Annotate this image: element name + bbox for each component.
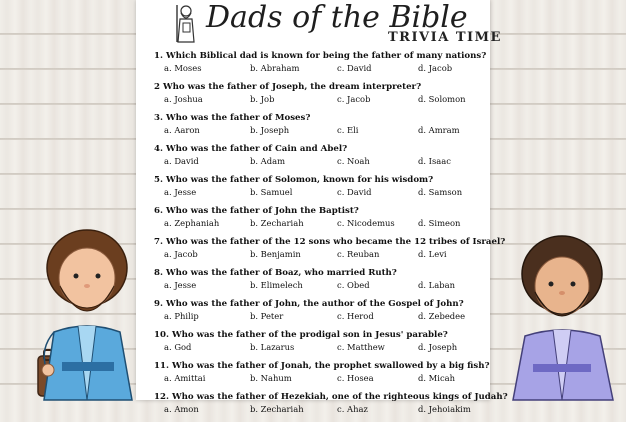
answer-c: c. Jacob: [337, 94, 371, 104]
answer-a: a. Jesse: [164, 280, 197, 290]
question-text: 3. Who was the father of Moses?: [154, 113, 311, 123]
answer-d: d. Simeon: [418, 218, 461, 228]
answer-c: c. Noah: [337, 156, 370, 166]
question-8: [154, 267, 484, 298]
question-12: [154, 391, 508, 422]
question-9: [154, 298, 484, 329]
question-text: 2 Who was the father of Joseph, the dream interpreter?: [154, 82, 422, 92]
answer-d: d. Micah: [418, 373, 456, 383]
answer-d: d. Levi: [418, 249, 447, 259]
page-title: Dads of the Bible: [206, 0, 468, 35]
answer-c: c. Eli: [337, 125, 359, 135]
question-10: [154, 329, 484, 360]
cartoon-father-figure-left: [32, 228, 142, 400]
question-text: 4. Who was the father of Cain and Abel?: [154, 144, 348, 154]
answer-c: c. Herod: [337, 311, 374, 321]
answer-c: c. Reuban: [337, 249, 380, 259]
answer-b: b. Elimelech: [250, 280, 303, 290]
answer-d: d. Zebedee: [418, 311, 466, 321]
answer-b: b. Benjamin: [250, 249, 301, 259]
answer-b: b. Nahum: [250, 373, 292, 383]
question-3: [154, 112, 484, 143]
question-6: [154, 205, 484, 236]
answer-d: d. Jacob: [418, 63, 453, 73]
question-text: 10. Who was the father of the prodigal son in Jesus' parable?: [154, 330, 448, 340]
answer-c: c. Ahaz: [337, 404, 368, 414]
answer-a: a. Zephaniah: [164, 218, 220, 228]
question-4: [154, 143, 484, 174]
question-text: 7. Who was the father of the 12 sons who became the 12 tribes of Israel?: [154, 237, 506, 247]
question-11: [154, 360, 490, 391]
moses-figure-icon: [174, 3, 196, 43]
answer-a: a. Moses: [164, 63, 202, 73]
answer-b: b. Abraham: [250, 63, 300, 73]
answer-a: a. Jesse: [164, 187, 197, 197]
answer-a: a. Philip: [164, 311, 199, 321]
cartoon-father-figure-right: [505, 236, 620, 400]
answer-b: b. Lazarus: [250, 342, 295, 352]
answer-d: d. Isaac: [418, 156, 451, 166]
answer-d: d. Amram: [418, 125, 460, 135]
answer-a: a. God: [164, 342, 192, 352]
answer-d: d. Solomon: [418, 94, 466, 104]
answer-d: d. Laban: [418, 280, 455, 290]
answer-a: a. David: [164, 156, 199, 166]
answer-d: d. Joseph: [418, 342, 458, 352]
question-text: 11. Who was the father of Jonah, the prophet swallowed by a big fish?: [154, 361, 490, 371]
question-5: [154, 174, 484, 205]
answer-c: c. Matthew: [337, 342, 385, 352]
answer-c: c. David: [337, 63, 372, 73]
answer-b: b. Adam: [250, 156, 286, 166]
question-text: 1. Which Biblical dad is known for being the father of many nations?: [154, 51, 487, 61]
answer-c: c. Hosea: [337, 373, 374, 383]
question-list: [154, 50, 508, 422]
answer-c: c. Obed: [337, 280, 370, 290]
page-subtitle: TRIVIA TIME: [388, 30, 502, 45]
question-7: [154, 236, 506, 267]
question-text: 5. Who was the father of Solomon, known for his wisdom?: [154, 175, 434, 185]
answer-b: b. Joseph: [250, 125, 290, 135]
answer-d: d. Jehoiakim: [418, 404, 471, 414]
answer-b: b. Zechariah: [250, 404, 304, 414]
answer-a: a. Aaron: [164, 125, 200, 135]
question-text: 6. Who was the father of John the Baptist?: [154, 206, 359, 216]
answer-a: a. Jacob: [164, 249, 198, 259]
answer-a: a. Amon: [164, 404, 199, 414]
answer-b: b. Job: [250, 94, 275, 104]
answer-d: d. Samson: [418, 187, 463, 197]
question-text: 8. Who was the father of Boaz, who married Ruth?: [154, 268, 397, 278]
answer-a: a. Amittai: [164, 373, 206, 383]
answer-b: b. Peter: [250, 311, 284, 321]
answer-a: a. Joshua: [164, 94, 203, 104]
answer-b: b. Zechariah: [250, 218, 304, 228]
question-1: [154, 50, 487, 81]
question-text: 9. Who was the father of John, the author of the Gospel of John?: [154, 299, 464, 309]
answer-c: c. Nicodemus: [337, 218, 395, 228]
answer-c: c. David: [337, 187, 372, 197]
answer-b: b. Samuel: [250, 187, 293, 197]
question-text: 12. Who was the father of Hezekiah, one of the righteous kings of Judah?: [154, 392, 508, 402]
question-2: [154, 81, 484, 112]
trivia-sheet: [136, 0, 508, 414]
